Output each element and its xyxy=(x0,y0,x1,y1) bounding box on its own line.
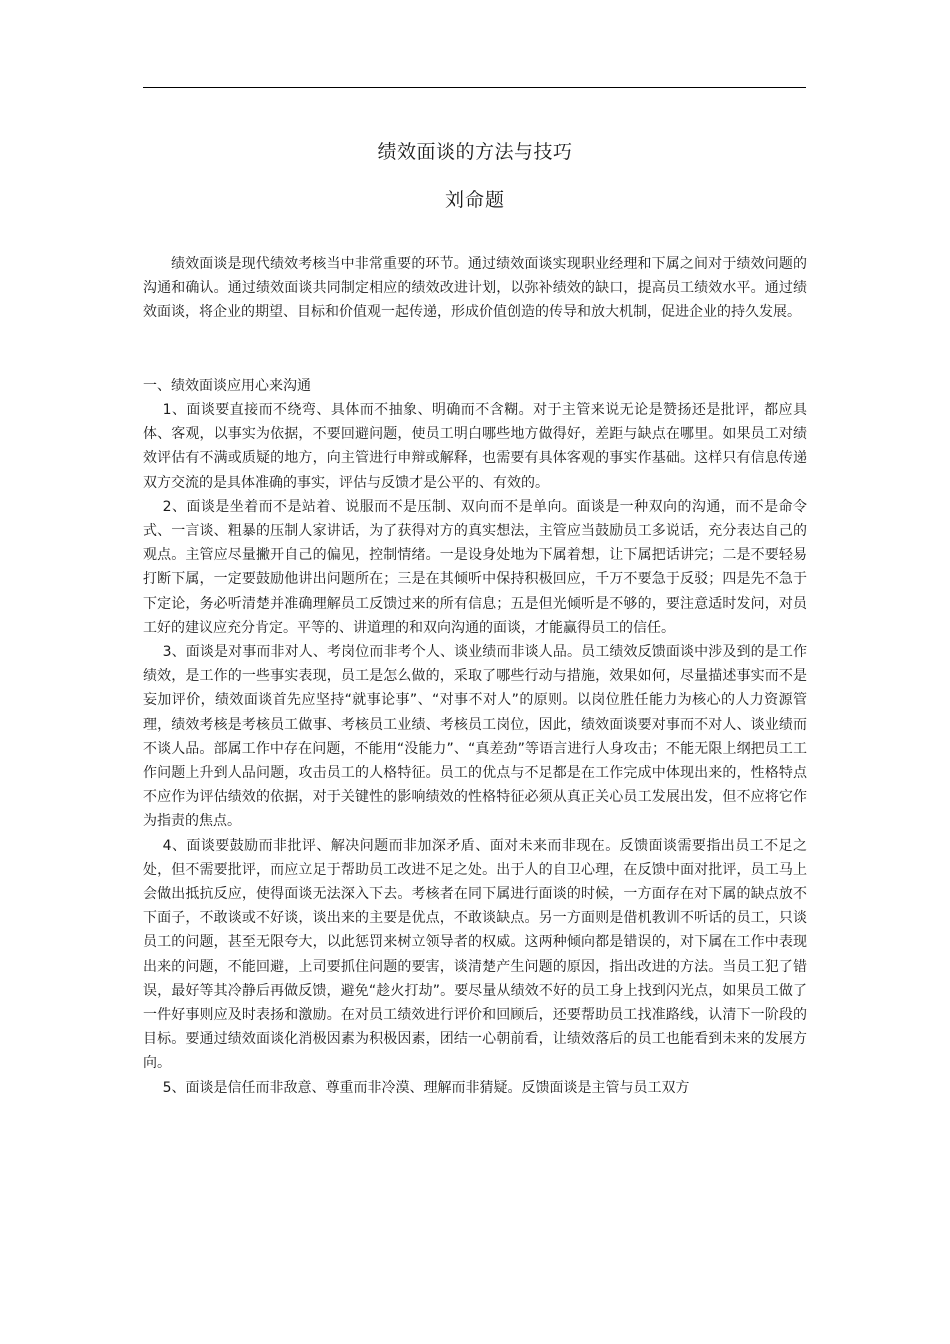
document-author: 刘命题 xyxy=(444,189,505,211)
point-paragraph: 4、面谈要鼓励而非批评、解决问题而非加深矛盾、面对未来而非现在。反馈面谈需要指出员工不足之处，但不需要批评，而应立足于帮助员工改进不足之处。出于人的自卫心理，在反馈中面对批评，员工马上会做出抵抗反应，使得面谈无法深入下去。考核者在同下属进行面谈的时候，一方面存在对下属的缺点放不下面子，不敢谈或不好谈，谈出来的主要是优点，不敢谈缺点。另一方面则是借机教训不听话的员工，只谈员工的问题，甚至无限夸大，以此惩罚来树立领导者的权威。这两种倾向都是错误的，对下属在工作中表现出来的问题，不能回避，上司要抓住问题的要害，谈清楚产生问题的原因，指出改进的方法。当员工犯了错误，最好等其冷静后再做反馈，避免“趁火打劫”。要尽量从绩效不好的员工身上找到闪光点，如果员工做了一件好事则应及时表扬和激励。在对员工绩效进行评价和回顾后，还要帮助员工找准路线，认清下一阶段的目标。要通过绩效面谈化消极因素为积极因素，团结一心朝前看，让绩效落后的员工也能看到未来的发展方向。 xyxy=(143,837,807,1072)
point-paragraph: 1、面谈要直接而不绕弯、具体而不抽象、明确而不含糊。对于主管来说无论是赞扬还是批评，都应具体、客观，以事实为依据，不要回避问题，使员工明白哪些地方做得好，差距与缺点在哪里。如果员工对绩效评估有不满或质疑的地方，向主管进行申辩或解释，也需要有具体客观的事实作基础。这样只有信息传递双方交流的是具体准确的事实，评估与反馈才是公平的、有效的。 xyxy=(143,402,807,491)
intro-text: 绩效面谈是现代绩效考核当中非常重要的环节。通过绩效面谈实现职业经理和下属之间对于绩效问题的沟通和确认。通过绩效面谈共同制定相应的绩效改进计划，以弥补绩效的缺口，提高员工绩效水平。通过绩效面谈，将企业的期望、目标和价值观一起传递，形成价值创造的传导和放大机制，促进企业的持久发展。 xyxy=(143,256,807,321)
header-rule xyxy=(143,87,806,88)
point-paragraph: 3、面谈是对事而非对人、考岗位而非考个人、谈业绩而非谈人品。员工绩效反馈面谈中涉及到的是工作绩效，是工作的一些事实表现，员工是怎么做的，采取了哪些行动与措施，效果如何，尽量描述事实而不是妄加评价，绩效面谈首先应坚持“就事论事”、“对事不对人”的原则。以岗位胜任能力为核心的人力资源管理，绩效考核是考核员工做事、考核员工业绩、考核员工岗位，因此，绩效面谈要对事而不对人、谈业绩而不谈人品。部属工作中存在问题，不能用“没能力”、“真差劲”等语言进行人身攻击；不能无限上纲把员工工作问题上升到人品问题，攻击员工的人格特征。员工的优点与不足都是在工作完成中体现出来的，性格特点不应作为评估绩效的依据，对于关键性的影响绩效的性格特征必须从真正关心员工发展出发，但不应将它作为指责的焦点。 xyxy=(143,644,807,830)
point-paragraph: 2、面谈是坐着而不是站着、说服而不是压制、双向而不是单向。面谈是一种双向的沟通，而不是命令式、一言谈、粗暴的压制人家讲话，为了获得对方的真实想法，主管应当鼓励员工多说话，充分表达自己的观点。主管应尽量撇开自己的偏见，控制情绪。一是设身处地为下属着想，让下属把话讲完；二是不要轻易打断下属，一定要鼓励他讲出问题所在；三是在其倾听中保持积极回应，千万不要急于反驳；四是先不急于下定论，务必听清楚并准确理解员工反馈过来的所有信息；五是但光倾听是不够的，要注意适时发问，对员工好的建议应充分肯定。平等的、讲道理的和双向沟通的面谈，才能赢得员工的信任。 xyxy=(143,498,807,636)
point-paragraph: 5、面谈是信任而非敌意、尊重而非冷漠、理解而非猜疑。反馈面谈是主管与员工双方 xyxy=(162,1079,690,1096)
document-title: 绩效面谈的方法与技巧 xyxy=(377,141,573,163)
section-heading xyxy=(143,374,807,398)
points-list xyxy=(143,398,807,1100)
intro-paragraph xyxy=(143,252,807,325)
section-heading-text: 一、绩效面谈应用心来沟通 xyxy=(143,378,311,394)
